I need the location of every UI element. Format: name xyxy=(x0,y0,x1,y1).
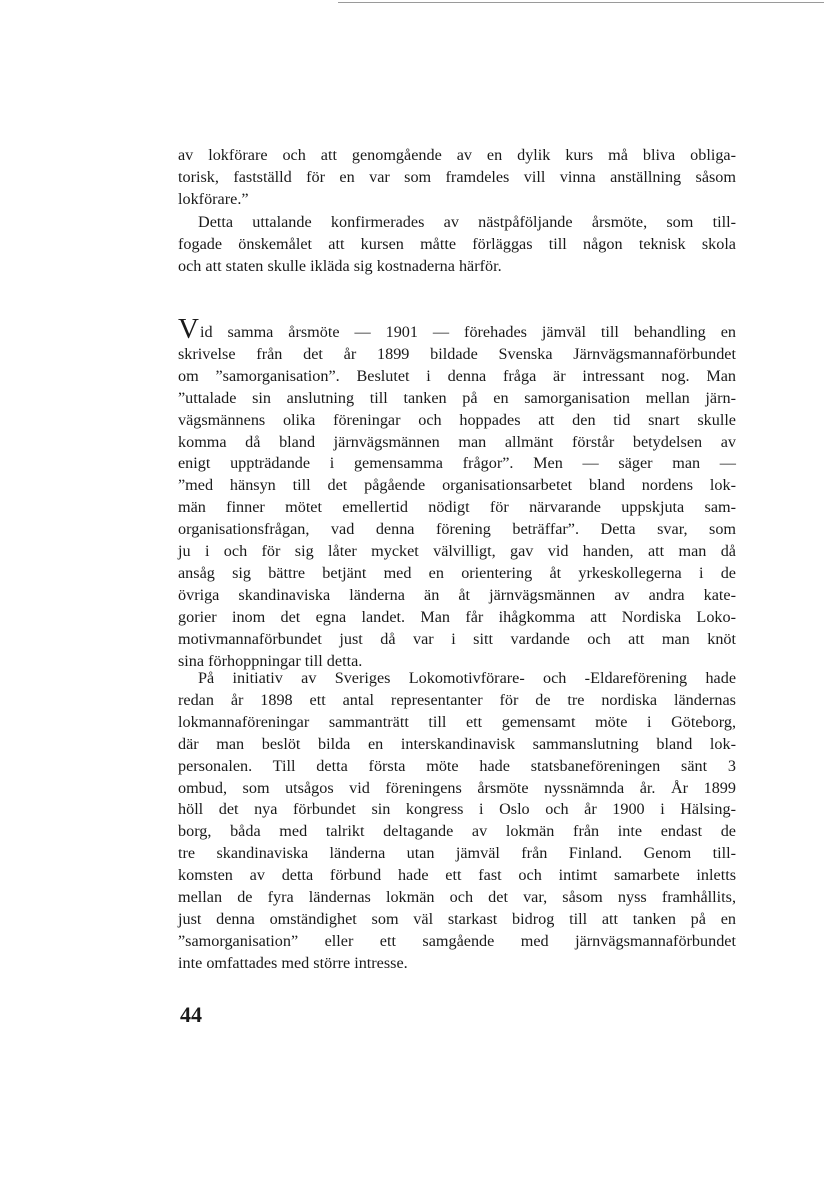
text-line: borg, båda med talrikt deltagande av lokmän från inte endast de xyxy=(178,822,736,841)
text-line: där man beslöt bilda en interskandinavisk sammanslutning bland lok- xyxy=(178,734,736,753)
section-paragraph xyxy=(178,313,736,673)
text-line: ju i och för sig låter mycket välvilligt, gav vid handen, att man då xyxy=(178,542,736,561)
text-line: gorier inom det egna landet. Man får ihågkomma att Nordiska Loko- xyxy=(178,607,736,626)
text-line: komsten av detta förbund hade ett fast och intimt samarbete inletts xyxy=(178,866,736,885)
text-line: På initiativ av Sveriges Lokomotivförare- och -Eldareförening hade xyxy=(198,669,736,687)
text-line: motivmannaförbundet just då var i sitt vardande och att man knöt xyxy=(178,629,736,648)
text-line: ansåg sig bättre betjänt med en orientering åt yrkeskollegerna i de xyxy=(178,563,736,582)
text-line: övriga skandinaviska länderna än åt järnvägsmännen av andra kate- xyxy=(178,585,736,604)
text-line: inte omfattades med större intresse. xyxy=(178,953,408,972)
text-line xyxy=(178,313,736,345)
page-number: 44 xyxy=(180,1002,202,1027)
text-line: vägsmännens olika föreningar och hoppades att den tid snart skulle xyxy=(178,410,736,429)
text-line: lokmannaföreningar sammanträtt till ett gemensamt möte i Göteborg, xyxy=(178,712,736,731)
text-line: komma då bland järnvägsmännen man allmänt förstår betydelsen av xyxy=(178,432,736,451)
text-line: fogade önskemålet att kursen måtte förläggas till någon teknisk skola xyxy=(178,234,736,253)
text-line: män finner mötet emellertid nödigt för närvarande uppskjuta sam- xyxy=(178,498,736,517)
text-line: av lokförare och att genomgående av en dylik kurs må bliva obliga- xyxy=(178,146,736,164)
paragraph xyxy=(178,668,736,975)
text-line: tre skandinaviska länderna utan jämväl från Finland. Genom till- xyxy=(178,844,736,863)
text-line: lokförare.” xyxy=(178,189,249,208)
text-line: just denna omständighet som väl starkast bidrog till att tanken på en xyxy=(178,909,736,928)
text-line: ”samorganisation” eller ett samgående med järnvägsmannaförbundet xyxy=(178,931,736,950)
text-line: om ”samorganisation”. Beslutet i denna fråga är intressant nog. Man xyxy=(178,366,736,385)
paragraph-continuation xyxy=(178,145,736,211)
text-line: och att staten skulle ikläda sig kostnaderna härför. xyxy=(178,256,502,275)
text-line: höll det nya förbundet sin kongress i Oslo och år 1900 i Hälsing- xyxy=(178,800,736,819)
top-rule xyxy=(338,2,824,3)
text-line: ”med hänsyn till det pågående organisationsarbetet bland nordens lok- xyxy=(178,476,736,495)
text-line: ”uttalade sin anslutning till tanken på en samorganisation mellan järn- xyxy=(178,388,736,407)
text-line: torisk, fastställd för en var som framdeles vill vinna anställning såsom xyxy=(178,167,736,186)
text-line: redan år 1898 ett antal representanter för de tre nordiska ländernas xyxy=(178,690,736,709)
text-line: ombud, som utsågos vid föreningens årsmöte nyssnämnda år. År 1899 xyxy=(178,778,736,797)
text-line: skrivelse från det år 1899 bildade Svenska Järnvägsmannaförbundet xyxy=(178,344,736,363)
dropcap-letter: V xyxy=(178,313,199,345)
text-line: organisationsfrågan, vad denna förening beträffar”. Detta svar, som xyxy=(178,520,736,539)
text-line: Detta uttalande konfirmerades av nästpåföljande årsmöte, som till- xyxy=(198,213,736,231)
text-line: personalen. Till detta första möte hade statsbaneföreningen sänt 3 xyxy=(178,756,736,775)
text-line: sina förhoppningar till detta. xyxy=(178,651,363,670)
text-line: mellan de fyra ländernas lokmän och det var, såsom nyss framhållits, xyxy=(178,888,736,907)
first-line-text: id samma årsmöte — 1901 — förehades jämväl till behandling en xyxy=(199,323,736,341)
paragraph xyxy=(178,212,736,278)
text-line: enigt uppträdande i gemensamma frågor”. Men — säger man — xyxy=(178,454,736,473)
